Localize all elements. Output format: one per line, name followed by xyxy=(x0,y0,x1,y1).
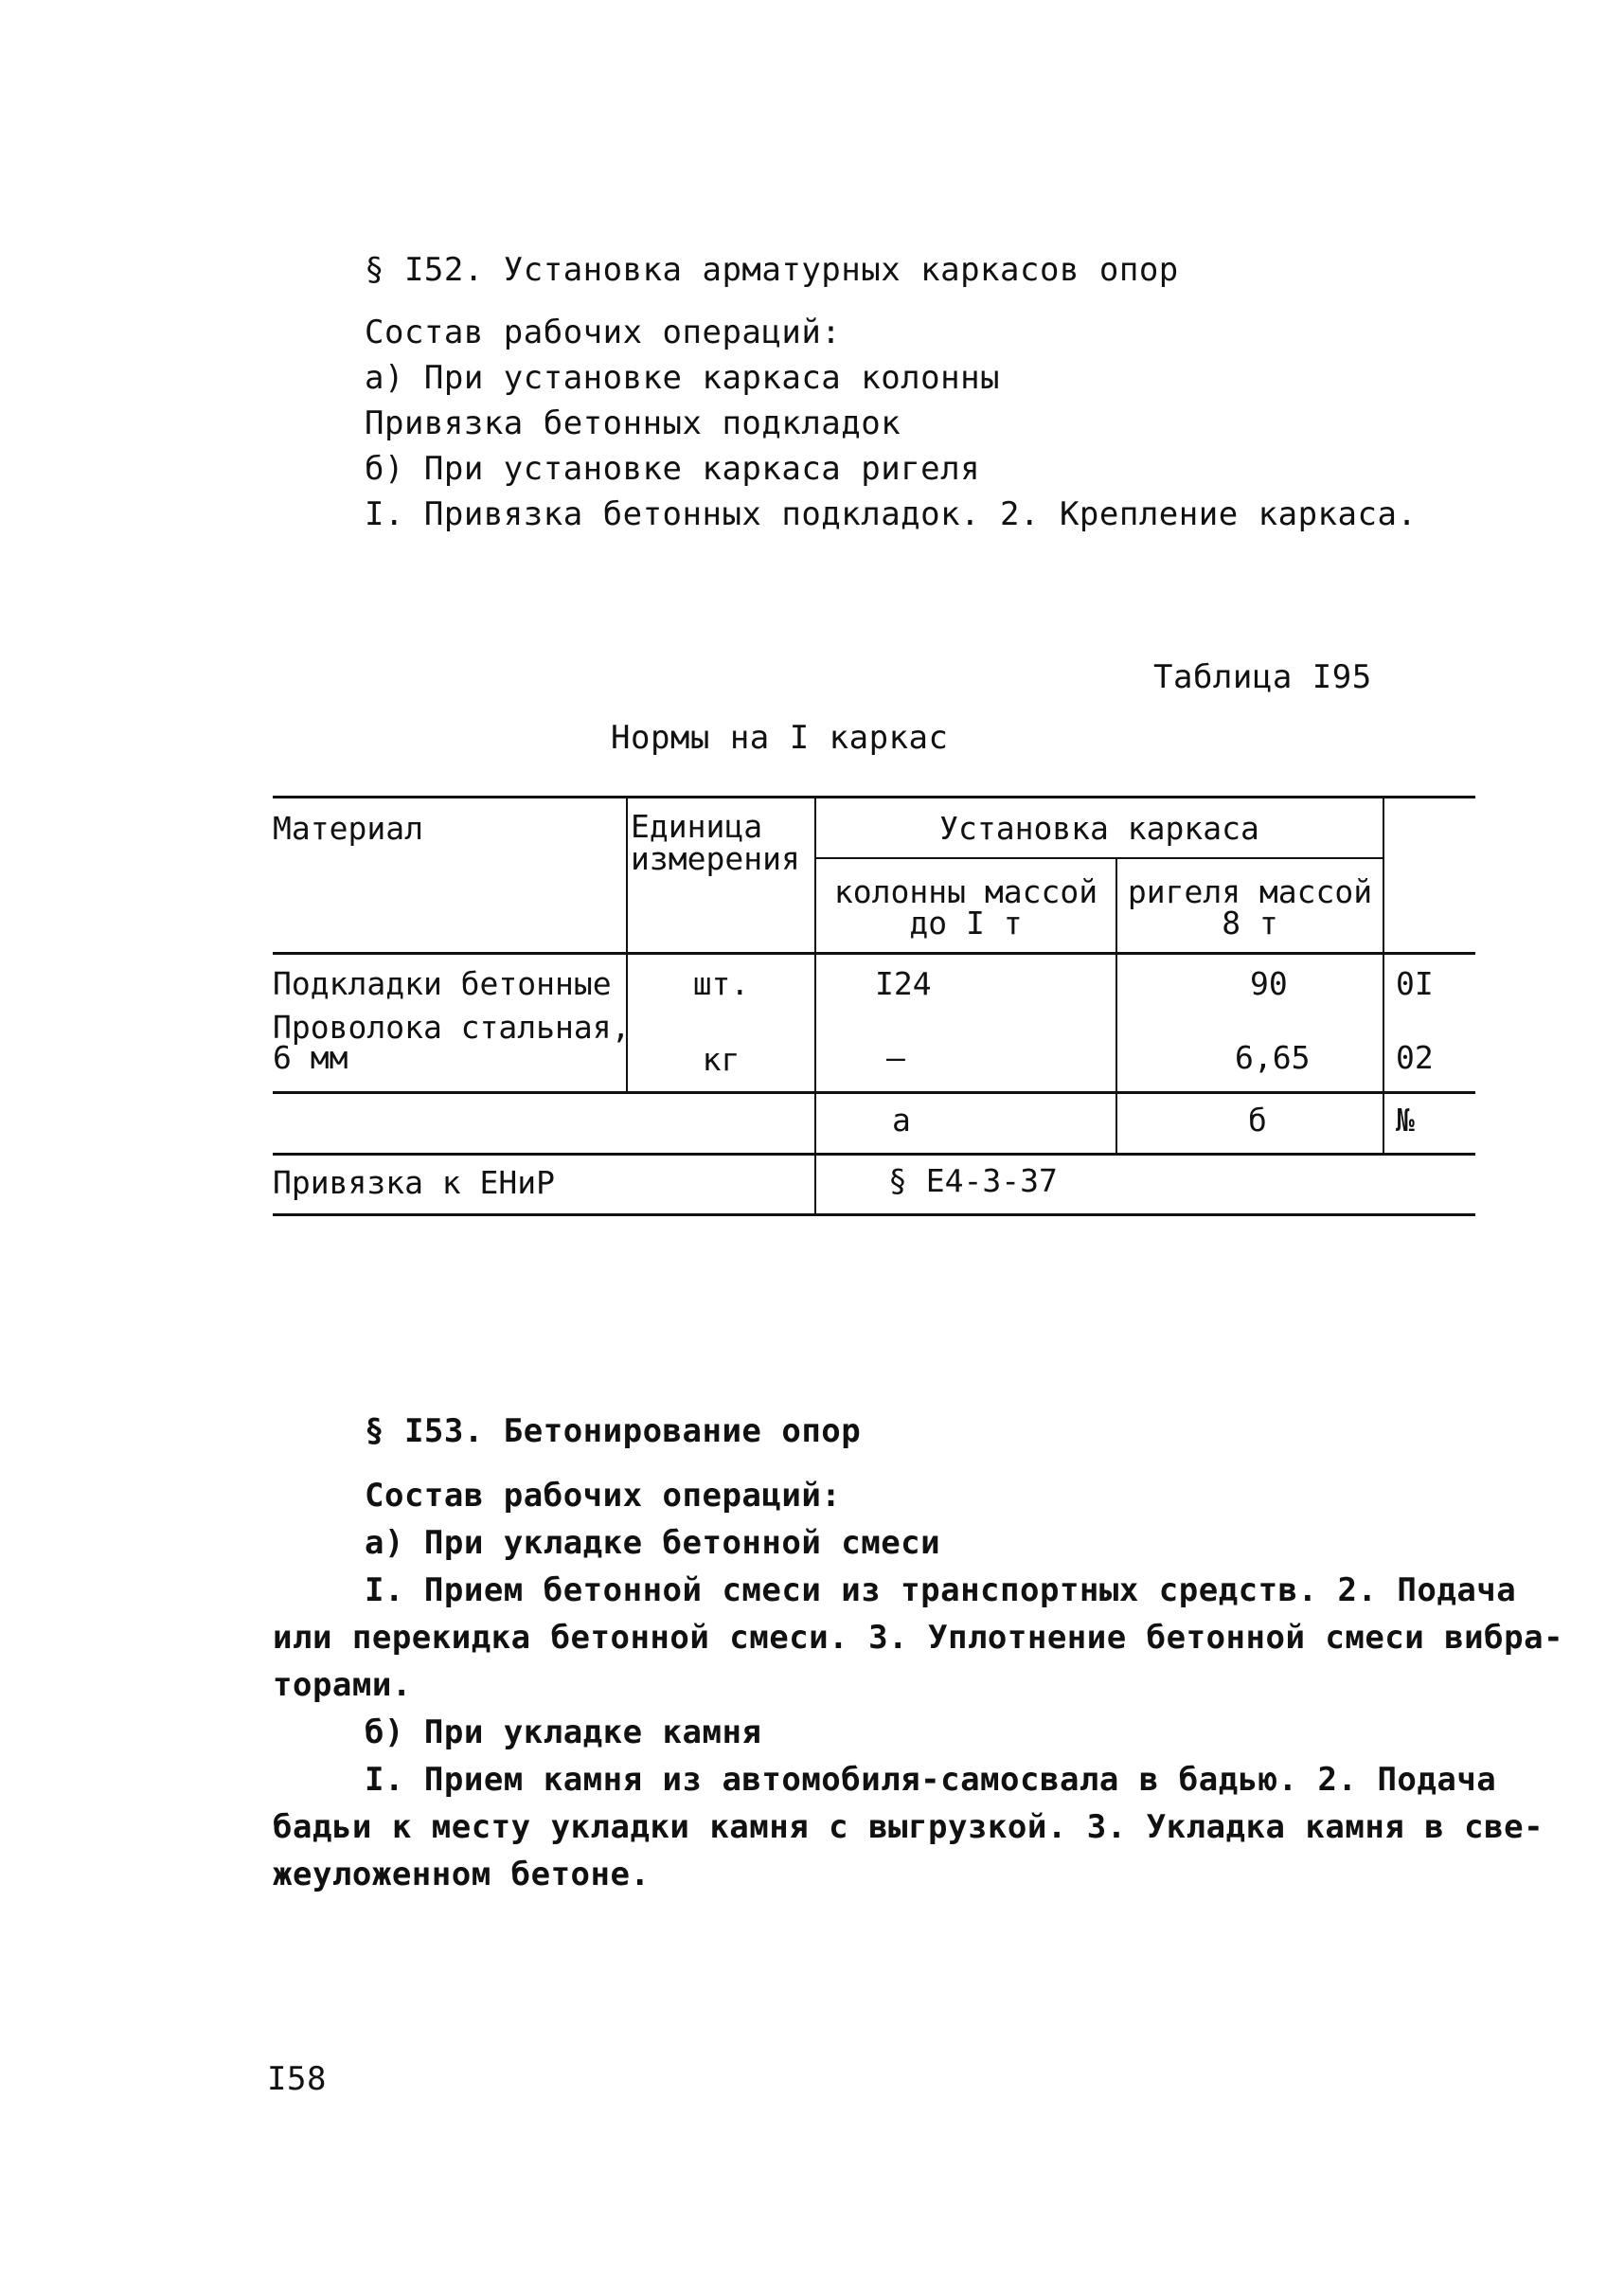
table-caption: Нормы на I каркас xyxy=(611,719,949,757)
table-index-rule xyxy=(273,1153,1475,1156)
section-152-line-1: Состав рабочих операций: xyxy=(365,314,842,351)
reference-label: Привязка к ЕНиР xyxy=(273,1164,556,1201)
header-col-b-line-2: 8 т xyxy=(1222,905,1278,942)
section-153-sub-b-line-2: бадьи к месту укладки камня с выгрузкой. 3. Укладка камня в све- xyxy=(273,1808,1544,1846)
section-153-sub-a: а) При укладке бетонной смеси xyxy=(365,1524,941,1562)
header-material: Материал xyxy=(273,810,423,847)
table-group-rule xyxy=(814,857,1383,859)
norms-table xyxy=(273,796,1475,1218)
header-unit-line-1: Единица xyxy=(631,808,763,845)
table-body-rule xyxy=(273,1091,1475,1094)
section-153-sub-b-line-3: жеуложенном бетоне. xyxy=(273,1856,651,1893)
table-header-rule xyxy=(273,952,1475,955)
index-col-a: а xyxy=(892,1102,911,1139)
row-1-col-b: 90 xyxy=(1250,965,1288,1002)
table-number: Таблица I95 xyxy=(1153,658,1372,696)
row-2-code: 02 xyxy=(1396,1039,1434,1076)
section-153-sub-a-line-1: I. Прием бетонной смеси из транспортных средств. 2. Подача xyxy=(365,1571,1517,1609)
section-153-sub-a-line-2: или перекидка бетонной смеси. 3. Уплотнение бетонной смеси вибра- xyxy=(273,1619,1564,1657)
row-2-col-a: – xyxy=(886,1039,905,1076)
reference-value: § Е4-3-37 xyxy=(888,1162,1058,1199)
section-152-line-5: I. Привязка бетонных подкладок. 2. Крепление каркаса. xyxy=(365,495,1418,533)
section-153-sub-b-line-1: I. Прием камня из автомобиля-самосвала в бадью. 2. Подача xyxy=(365,1761,1497,1799)
row-2-material-line-2: 6 мм xyxy=(273,1039,348,1076)
index-code: № xyxy=(1396,1102,1415,1139)
section-153-sub-a-line-3: торами. xyxy=(273,1666,412,1704)
row-2-material-line-1: Проволока стальная, xyxy=(273,1009,631,1046)
section-153-sub-b: б) При укладке камня xyxy=(365,1713,762,1751)
header-group: Установка каркаса xyxy=(939,810,1259,847)
row-2-col-b: 6,65 xyxy=(1235,1039,1311,1076)
table-top-rule xyxy=(273,796,1475,798)
page-number: I58 xyxy=(267,2060,327,2098)
row-1-material: Подкладки бетонные xyxy=(273,965,612,1002)
table-vline-code xyxy=(1383,796,1384,1155)
header-unit-line-2: измерения xyxy=(631,840,800,877)
row-1-col-a: I24 xyxy=(875,965,932,1002)
table-bottom-rule xyxy=(273,1213,1475,1216)
header-col-a-line-2: до I т xyxy=(909,905,1023,942)
section-152-line-4: б) При установке каркаса ригеля xyxy=(365,450,981,488)
header-col-b-line-1: ригеля массой xyxy=(1127,873,1373,910)
table-vline-a xyxy=(814,796,816,1216)
section-152-line-2: а) При установке каркаса колонны xyxy=(365,359,1001,397)
row-2-unit: кг xyxy=(702,1041,741,1078)
section-152-title: § I52. Установка арматурных каркасов опор xyxy=(365,251,1179,289)
section-153-composition: Состав рабочих операций: xyxy=(365,1477,842,1515)
header-col-a-line-1: колонны массой xyxy=(833,873,1098,910)
row-1-code: 0I xyxy=(1396,965,1434,1002)
index-col-b: б xyxy=(1248,1102,1267,1139)
row-1-unit: шт. xyxy=(692,965,750,1002)
section-153-title: § I53. Бетонирование опор xyxy=(365,1412,862,1450)
section-152-line-3: Привязка бетонных подкладок xyxy=(365,404,901,442)
